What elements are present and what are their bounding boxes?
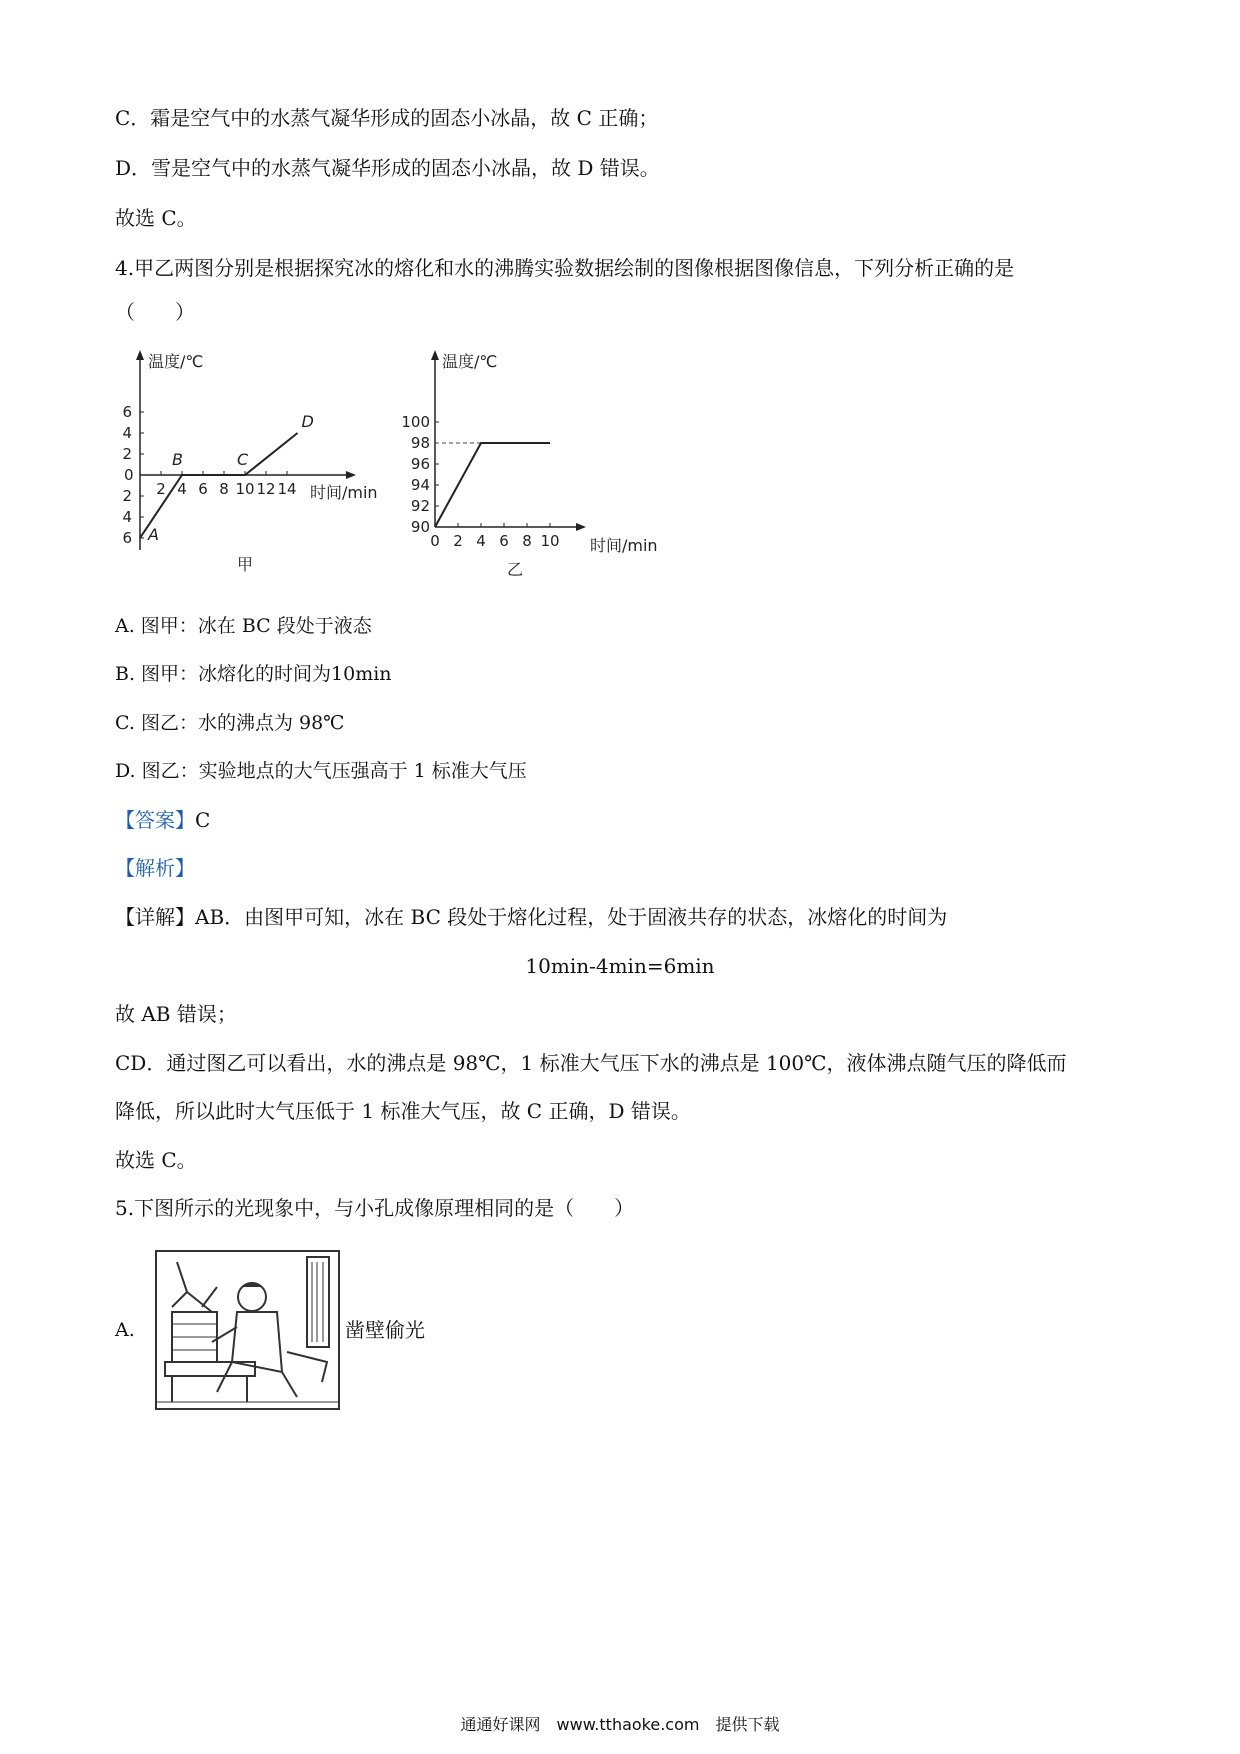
yi-x-tick-label: 0	[430, 532, 440, 550]
yi-y-tick-label: 90	[410, 518, 430, 536]
jia-xlabel: 时间/min	[310, 483, 378, 502]
jia-y-tick-label: 6	[122, 403, 132, 421]
yi-y-tick-label: 98	[410, 434, 430, 452]
analysis-row	[115, 854, 195, 882]
question-4-paren: （ ）	[115, 300, 195, 324]
yi-x-tick-label: 4	[476, 532, 486, 550]
jia-x-axis-arrow	[346, 471, 356, 479]
question-5: 5.下图所示的光现象中，与小孔成像原理相同的是（ ）	[115, 1196, 635, 1220]
yi-xlabel: 时间/min	[590, 536, 658, 555]
q5-option-a-caption: 凿壁偷光	[345, 1318, 425, 1342]
jia-y-axis-arrow	[136, 350, 144, 360]
jia-x-tick-label: 12	[256, 480, 276, 498]
jia-point-label-d: D	[301, 412, 314, 431]
detail-cd-2: 降低，所以此时大气压低于 1 标准大气压，故 C 正确，D 错误。	[115, 1099, 691, 1123]
analysis-tag: 【解析】	[115, 856, 195, 880]
yi-x-tick-label: 10	[540, 532, 560, 550]
yi-ylabel: 温度/℃	[442, 352, 498, 371]
jia-x-tick-label: 6	[198, 480, 208, 498]
detail-row	[115, 903, 947, 931]
yi-y-tick-label: 92	[410, 497, 430, 515]
page-footer: 通通好课网 www.tthaoke.com 提供下载	[460, 1715, 780, 1734]
jia-ylabel: 温度/℃	[148, 352, 204, 371]
q5-option-a-label: A.	[115, 1319, 135, 1341]
yi-x-tick-label: 2	[453, 532, 463, 550]
chart-yi	[400, 345, 680, 580]
jia-y-zero: 0	[124, 466, 134, 484]
option-a: A. 图甲：冰在 BC 段处于液态	[115, 615, 372, 637]
yi-x-tick-label: 6	[499, 532, 509, 550]
option-b: B. 图甲：冰熔化的时间为10min	[115, 663, 392, 685]
jia-x-tick-label: 8	[219, 480, 229, 498]
answer-tag: 【答案】	[115, 808, 195, 832]
yi-x-tick-label: 8	[522, 532, 532, 550]
jia-point-label-c: C	[237, 450, 249, 469]
jia-point-label-b: B	[172, 450, 183, 469]
jia-point-label-a: A	[148, 525, 159, 544]
answer-value: C	[195, 808, 211, 832]
yi-y-tick-label: 96	[410, 455, 430, 473]
text-line-d: D．雪是空气中的水蒸气凝华形成的固态小冰晶，故 D 错误。	[115, 156, 660, 180]
jia-y-tick-label: 2	[122, 487, 132, 505]
jia-caption: 甲	[236, 555, 254, 574]
detail-text: AB．由图甲可知，冰在 BC 段处于熔化过程，处于固液共存的状态，冰熔化的时间为	[195, 905, 948, 929]
jia-x-tick-label: 4	[177, 480, 187, 498]
jia-y-tick-label: 6	[122, 529, 132, 547]
detail-choose: 故选 C。	[115, 1148, 197, 1172]
question-4: 4.甲乙两图分别是根据探究冰的熔化和水的沸腾实验数据绘制的图像根据图像信息，下列分析正确的是	[115, 256, 1015, 280]
yi-series-line	[435, 443, 550, 527]
jia-x-tick-label: 2	[156, 480, 166, 498]
illustration-drawing	[157, 1252, 338, 1408]
jia-y-tick-label: 4	[122, 508, 132, 526]
detail-tag: 【详解】	[115, 905, 195, 929]
text-line-c: C．霜是空气中的水蒸气凝华形成的固态小冰晶，故 C 正确；	[115, 106, 659, 130]
yi-y-tick-label: 100	[401, 413, 430, 431]
chart-jia	[110, 345, 400, 580]
option-d: D. 图乙：实验地点的大气压强高于 1 标准大气压	[115, 760, 527, 782]
jia-x-tick-label: 10	[235, 480, 255, 498]
text-choose-1: 故选 C。	[115, 206, 197, 230]
answer-row	[115, 806, 210, 834]
detail-cd-1: CD．通过图乙可以看出，水的沸点是 98℃，1 标准大气压下水的沸点是 100℃，液体沸点随气压的降低而	[115, 1051, 1067, 1075]
yi-caption: 乙	[506, 560, 524, 579]
jia-x-tick-label: 14	[277, 480, 297, 498]
option-c: C. 图乙：水的沸点为 98℃	[115, 712, 345, 734]
jia-y-tick-label: 4	[122, 424, 132, 442]
jia-y-tick-label: 2	[122, 445, 132, 463]
chisel-wall-illustration	[155, 1250, 340, 1410]
detail-conclusion: 故 AB 错误；	[115, 1002, 237, 1026]
yi-y-axis-arrow	[431, 350, 439, 360]
yi-y-tick-label: 94	[410, 476, 430, 494]
yi-x-axis-arrow	[576, 523, 586, 531]
detail-equation: 10min-4min=6min	[525, 954, 715, 978]
